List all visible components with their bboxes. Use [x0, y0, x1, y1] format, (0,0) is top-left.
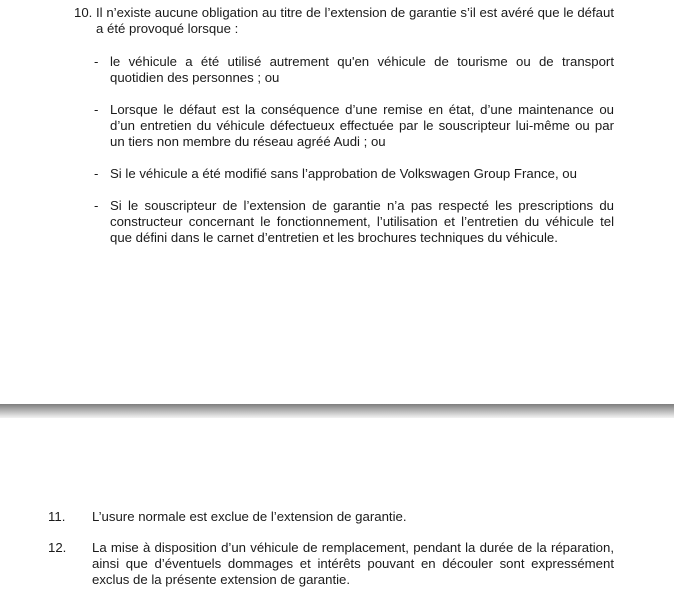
bullet-text: le véhicule a été utilisé autrement qu'en véhicule de tourisme ou de transport quotidien des personnes ; ou [110, 54, 614, 85]
bullet-text: Lorsque le défaut est la conséquence d’une remise en état, d’une maintenance ou d’un entretien du véhicule défectueux effectuée par le souscripteur lui-même ou par un tiers non membre du réseau agréé Audi ; ou [110, 102, 614, 149]
clause-10-text: Il n’existe aucune obligation au titre de l’extension de garantie s’il est avéré que le défaut a été provoqué lorsque : [96, 5, 614, 36]
bullet-dash: - [94, 198, 99, 213]
clause-10 [74, 5, 614, 262]
clause-11-text: L’usure normale est exclue de l’extension de garantie. [92, 509, 407, 524]
clause-12 [48, 540, 614, 588]
bullet-text: Si le souscripteur de l’extension de garantie n’a pas respecté les prescriptions du constructeur concernant le fonctionnement, l’utilisation et l’entretien du véhicule tel que défini dans le carnet d’entretien et les brochures techniques du véhicule. [110, 198, 614, 245]
list-item [74, 54, 614, 86]
bullet-dash: - [94, 54, 99, 69]
clause-10-bullet-list [74, 54, 614, 246]
clause-10-heading [74, 5, 614, 37]
bullet-text: Si le véhicule a été modifié sans l’approbation de Volkswagen Group France, ou [110, 166, 577, 181]
clause-10-number: 10. [74, 5, 93, 20]
clause-11 [48, 509, 614, 525]
bullet-dash: - [94, 166, 99, 181]
page-separator [0, 404, 674, 418]
clause-12-number: 12. [48, 540, 67, 555]
list-item [74, 102, 614, 150]
bullet-dash: - [94, 102, 99, 117]
list-item [74, 166, 614, 182]
clause-12-text: La mise à disposition d’un véhicule de remplacement, pendant la durée de la réparation, ainsi que d’éventuels dommages et intérêts pouvant en découler sont expressément exclus de la présente extension de garantie. [92, 540, 614, 587]
clause-11-number: 11. [48, 509, 66, 524]
list-item [74, 198, 614, 246]
